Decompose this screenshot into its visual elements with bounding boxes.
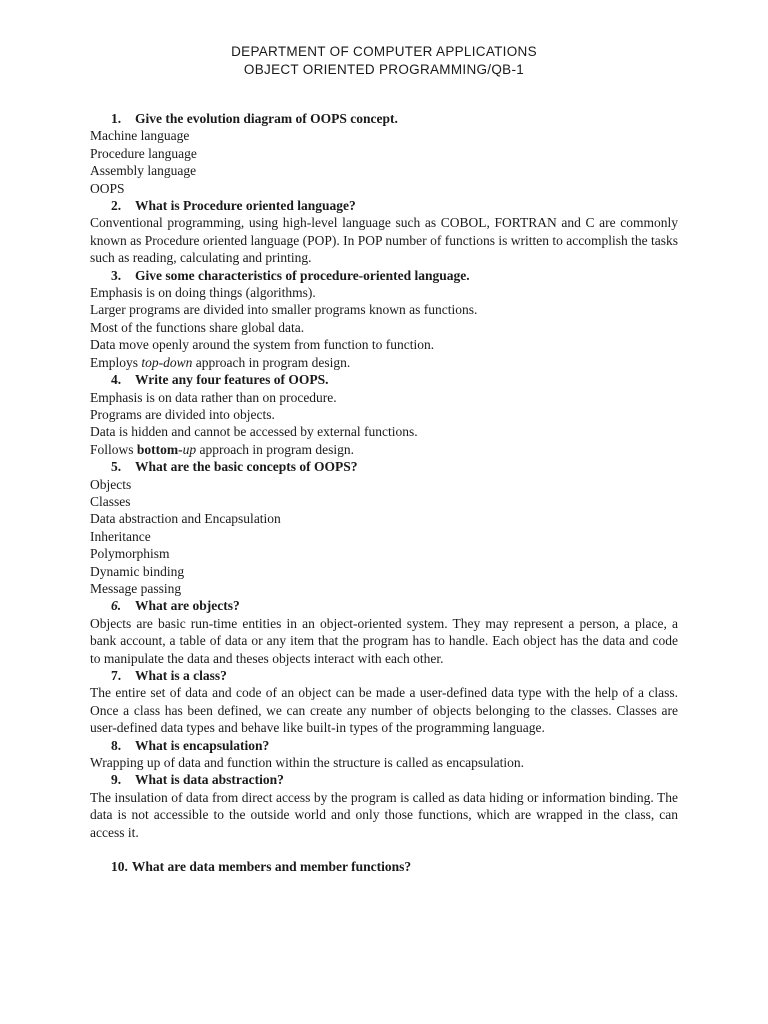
question-2: 2. What is Procedure oriented language? — [111, 198, 356, 214]
answer-line: Dynamic binding — [90, 563, 185, 579]
answer-line: Programs are divided into objects. — [90, 406, 275, 422]
answer-line: Most of the functions share global data. — [90, 319, 305, 335]
header-department: DEPARTMENT OF COMPUTER APPLICATIONS — [231, 44, 537, 59]
answer-line: Data is hidden and cannot be accessed by external functions. — [90, 424, 418, 440]
answer-line: Emphasis is on data rather than on procedure. — [90, 389, 337, 405]
document-header — [0, 43, 768, 79]
question-8: 8. What is encapsulation? — [111, 737, 270, 753]
question-6: 6. What are objects? — [111, 598, 240, 614]
question-3: 3. Give some characteristics of procedure-oriented language. — [111, 267, 470, 283]
answer-line: Data abstraction and Encapsulation — [90, 511, 281, 527]
answer-line: Machine language — [90, 128, 190, 144]
question-9: 9. What is data abstraction? — [111, 772, 284, 788]
answer-paragraph: Objects are basic run-time entities in an object-oriented system. They may represent a person, a place, a bank account, a table of data or any item that the program has to handle. Each object has the data and code to manipulate the data and theses objects interact with each other. — [90, 615, 678, 666]
answer-line: Polymorphism — [90, 546, 170, 562]
question-bank — [90, 110, 678, 875]
answer-line: Objects — [90, 476, 132, 492]
answer-line: Inheritance — [90, 528, 151, 544]
answer-paragraph: Wrapping up of data and function within the structure is called as encapsulation. — [90, 755, 524, 771]
answer-line: Follows bottom-up approach in program design. — [90, 441, 354, 457]
question-10: 10. What are data members and member functions? — [111, 859, 412, 875]
question-5: 5. What are the basic concepts of OOPS? — [111, 459, 358, 475]
question-4: 4. Write any four features of OOPS. — [111, 372, 329, 388]
answer-line: Emphasis is on doing things (algorithms). — [90, 285, 316, 301]
header-course: OBJECT ORIENTED PROGRAMMING/QB-1 — [243, 62, 525, 77]
answer-paragraph: Conventional programming, using high-level language such as COBOL, FORTRAN and C are commonly known as Procedure oriented language (POP). In POP number of functions is written to accomplish the tasks such as reading, calculating and printing. — [90, 215, 678, 266]
answer-line: Employs top-down approach in program design. — [90, 354, 351, 370]
question-1: 1. Give the evolution diagram of OOPS concept. — [111, 111, 398, 126]
answer-line: Message passing — [90, 580, 182, 596]
answer-paragraph: The entire set of data and code of an object can be made a user-defined data type with the help of a class. Once a class has been defined, we can create any number of objects belonging to the classes. Classes are user-defined data types and behave like built-in types of the programming language. — [90, 685, 678, 736]
question-7: 7. What is a class? — [111, 668, 227, 683]
answer-line: Larger programs are divided into smaller programs known as functions. — [90, 302, 478, 318]
answer-line: Assembly language — [90, 163, 197, 179]
answer-line: Classes — [90, 493, 131, 509]
answer-paragraph: The insulation of data from direct access by the program is called as data hiding or information binding. The data is not accessible to the outside world and only those functions, which are wrapped in the class, can access it. — [90, 789, 678, 840]
answer-line: Data move openly around the system from function to function. — [90, 337, 435, 353]
answer-line: Procedure language — [90, 145, 197, 161]
answer-line: OOPS — [90, 180, 125, 196]
